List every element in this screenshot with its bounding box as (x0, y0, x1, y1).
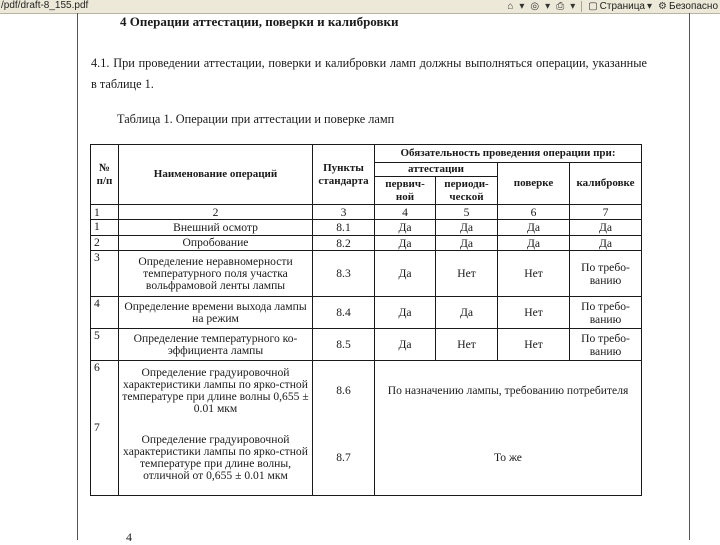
col-number: 3 (313, 205, 375, 220)
row-num: 1 (91, 220, 119, 236)
row-num: 2 (91, 236, 119, 251)
row-num: 3 (91, 251, 119, 297)
page-menu[interactable] (588, 1, 652, 13)
header-clauses: Пункты стандарта (313, 145, 375, 205)
page-menu-label: Страница (599, 1, 645, 12)
chevron-down-icon[interactable]: ▾ (519, 0, 525, 12)
body-paragraph: 4.1. При проведении аттестации, поверки и калибровки ламп должны выполняться операции, указанные в таблице 1. (91, 56, 647, 91)
clause-cell: 8.3 (313, 251, 375, 297)
col-number: 4 (375, 205, 436, 220)
periodic-cell: Нет (436, 329, 498, 361)
header-obligation: Обязательность проведения операции при: (375, 145, 642, 163)
table-caption: Таблица 1. Операции при аттестации и поверке ламп (117, 112, 395, 126)
row-num: 5 (91, 329, 119, 361)
table-row (91, 236, 642, 251)
calibration-cell: По требо-ванию (570, 297, 642, 329)
clause-cell: 8.2 (313, 236, 375, 251)
table-row (91, 361, 642, 421)
operation-name: Определение времени выхода лампы на режим (119, 297, 313, 329)
merged-requirement: То же (375, 421, 642, 496)
header-periodic: периоди-ческой (436, 177, 498, 205)
safety-menu[interactable] (658, 1, 718, 13)
operation-name: Определение температурного ко-эффициента лампы (119, 329, 313, 361)
primary-cell: Да (375, 329, 436, 361)
page-icon: ▢ (588, 0, 598, 12)
col-number: 1 (91, 205, 119, 220)
viewer-toolbar (0, 0, 720, 14)
row-num: 6 (91, 361, 119, 421)
table-row (91, 251, 642, 297)
row-num: 7 (91, 421, 119, 496)
clause-cell: 8.6 (313, 361, 375, 421)
page-left-edge (77, 13, 78, 540)
row-num: 4 (91, 297, 119, 329)
print-icon[interactable]: ⎙ (556, 0, 565, 12)
primary-cell: Да (375, 297, 436, 329)
clause-cell: 8.4 (313, 297, 375, 329)
header-num: № п/п (91, 145, 119, 205)
page-footer-mark: 4 (126, 530, 132, 544)
home-icon[interactable]: ⌂ (507, 0, 514, 12)
calibration-cell: По требо-ванию (570, 329, 642, 361)
toolbar-divider (581, 1, 582, 12)
primary-cell: Да (375, 220, 436, 236)
periodic-cell: Да (436, 220, 498, 236)
chevron-down-icon[interactable]: ▾ (545, 0, 551, 12)
header-row (91, 145, 642, 163)
header-primary: первич-ной (375, 177, 436, 205)
clause-cell: 8.1 (313, 220, 375, 236)
periodic-cell: Да (436, 297, 498, 329)
verification-cell: Да (498, 236, 570, 251)
col-number: 5 (436, 205, 498, 220)
merged-requirement: По назначению лампы, требованию потребителя (375, 361, 642, 421)
section-heading: 4 Операции аттестации, поверки и калибровки (120, 14, 399, 29)
feed-icon[interactable]: ◎ (530, 0, 540, 12)
address-text[interactable]: /pdf/draft-8_155.pdf (1, 0, 89, 11)
toolbar-tools (507, 0, 720, 13)
column-numbers-row (91, 205, 642, 220)
verification-cell: Нет (498, 297, 570, 329)
header-calibration: калибровке (570, 163, 642, 205)
chevron-down-icon[interactable]: ▾ (570, 0, 576, 12)
primary-cell: Да (375, 251, 436, 297)
table-row (91, 297, 642, 329)
col-number: 6 (498, 205, 570, 220)
periodic-cell: Да (436, 236, 498, 251)
table-row (91, 329, 642, 361)
operation-name: Определение неравномерности температурного поля участка вольфрамовой ленты лампы (119, 251, 313, 297)
col-number: 2 (119, 205, 313, 220)
operation-name: Определение градуировочной характеристики лампы по ярко-стной температуре при длине волны, отличной от 0,655 ± 0.01 мкм (119, 421, 313, 496)
periodic-cell: Нет (436, 251, 498, 297)
table-row (91, 220, 642, 236)
clause-cell: 8.7 (313, 421, 375, 496)
operations-table (90, 144, 642, 496)
header-attestation: аттестации (375, 163, 498, 177)
safety-menu-label: Безопасно (669, 1, 718, 12)
header-verification: поверке (498, 163, 570, 205)
verification-cell: Нет (498, 329, 570, 361)
page-right-edge (689, 13, 690, 540)
calibration-cell: Да (570, 236, 642, 251)
header-name: Наименование операций (119, 145, 313, 205)
chevron-down-icon: ▾ (647, 0, 653, 12)
operation-name: Внешний осмотр (119, 220, 313, 236)
primary-cell: Да (375, 236, 436, 251)
operation-name: Определение градуировочной характеристики лампы по ярко-стной температуре при длине волны 0,655 ± 0.01 мкм (119, 361, 313, 421)
gear-icon: ⚙ (658, 0, 667, 12)
operation-name: Опробование (119, 236, 313, 251)
verification-cell: Нет (498, 251, 570, 297)
calibration-cell: По требо-ванию (570, 251, 642, 297)
col-number: 7 (570, 205, 642, 220)
clause-cell: 8.5 (313, 329, 375, 361)
table-row (91, 421, 642, 496)
calibration-cell: Да (570, 220, 642, 236)
verification-cell: Да (498, 220, 570, 236)
